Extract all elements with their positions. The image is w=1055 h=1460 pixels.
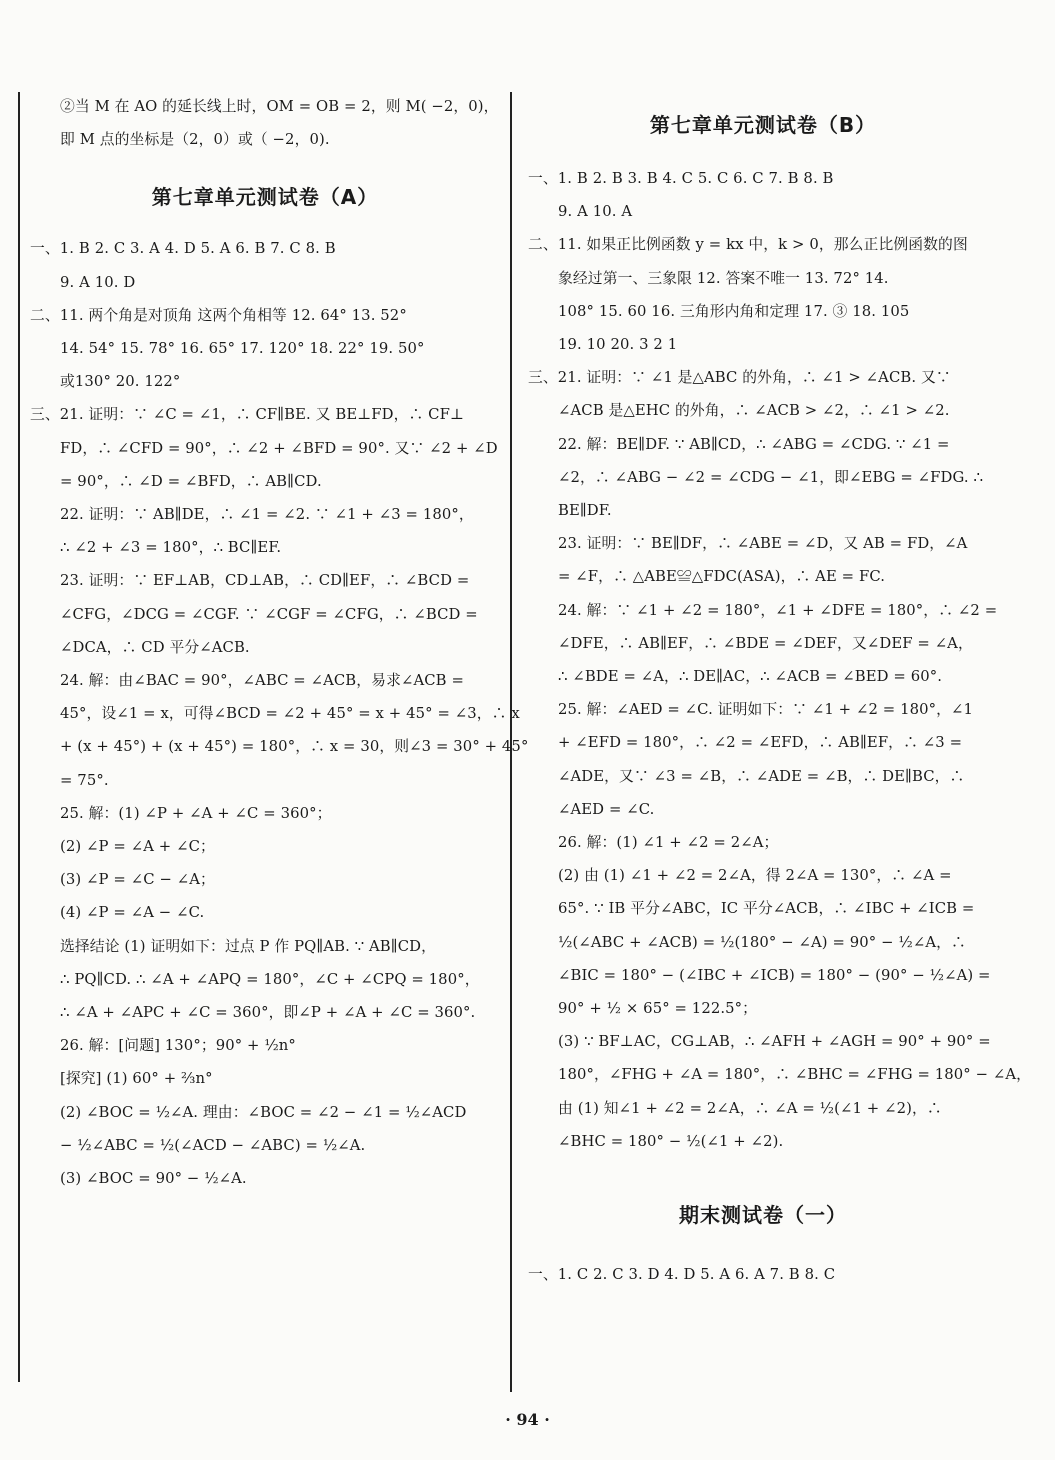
answer-line: ∠BHC = 180° − ½(∠1 + ∠2). [558,1132,784,1150]
page-number: · 94 · [505,1410,550,1429]
answer-line: 14. 54° 15. 78° 16. 65° 17. 120° 18. 22° 19. 50° [60,340,425,358]
answer-line: ∠DFE，∴ AB∥EF，∴ ∠BDE = ∠DEF，又∠DEF = ∠A， [558,634,973,652]
answer-line: FD，∴ ∠CFD = 90°，∴ ∠2 + ∠BFD = 90°. 又∵ ∠2 + ∠D [60,439,498,457]
answer-line: 19. 10 20. 3 2 1 [558,336,678,354]
answer-line: 65°. ∵ IB 平分∠ABC，IC 平分∠ACB，∴ ∠IBC + ∠ICB = [558,900,975,918]
answer-line: 象经过第一、三象限 12. 答案不唯一 13. 72° 14. [558,269,889,287]
answer-line: 90° + ½ × 65° = 122.5°； [558,1000,758,1018]
answer-line: ∴ ∠BDE = ∠A，∴ DE∥AC，∴ ∠ACB = ∠BED = 60°. [558,668,943,686]
answer-line: 23. 证明：∵ EF⊥AB，CD⊥AB，∴ CD∥EF，∴ ∠BCD = [60,572,470,590]
intro-line: ②当 M 在 AO 的延长线上时，OM = OB = 2，则 M( −2，0)， [60,98,499,115]
answer-line: = 90°，∴ ∠D = ∠BFD，∴ AB∥CD. [60,472,322,490]
right-column [528,90,1032,1291]
answer-line: 25. 解：∠AED = ∠C. 证明如下：∵ ∠1 + ∠2 = 180°，∠1 [558,701,974,719]
answer-line: ∠ADE，又∵ ∠3 = ∠B，∴ ∠ADE = ∠B，∴ DE∥BC，∴ [558,767,965,785]
answer-line: 24. 解：∵ ∠1 + ∠2 = 180°，∠1 + ∠DFE = 180°，∴ ∠2 = [558,601,998,619]
answer-line: (3) ∠BOC = 90° − ½∠A. [60,1170,247,1188]
answer-line: 或130° 20. 122° [60,373,181,391]
answer-line: 26. 解：(1) ∠1 + ∠2 = 2∠A； [558,834,779,852]
answer-line: (2) ∠BOC = ½∠A. 理由：∠BOC = ∠2 − ∠1 = ½∠ACD [60,1103,467,1121]
answer-line: 三、21. 证明：∵ ∠1 是△ABC 的外角，∴ ∠1 > ∠ACB. 又∵ [528,369,951,387]
answer-line: ∠2，∴ ∠ABG − ∠2 = ∠CDG − ∠1，即∠EBG = ∠FDG. ∴ [558,468,984,486]
answer-line: 选择结论 (1) 证明如下：过点 P 作 PQ∥AB. ∵ AB∥CD， [60,937,436,955]
answer-line: = ∠F，∴ △ABE≌△FDC(ASA)，∴ AE = FC. [558,568,886,586]
answer-line: − ½∠ABC = ½(∠ACD − ∠ABC) = ½∠A. [60,1136,366,1154]
answer-line: ∠AED = ∠C. [558,800,655,818]
answer-line: ∠BIC = 180° − (∠IBC + ∠ICB) = 180° − (90° − ½∠A) = [558,966,991,984]
answer-line: 二、11. 如果正比例函数 y = kx 中，k > 0，那么正比例函数的图 [528,236,968,254]
answer-line: 一、1. C 2. C 3. D 4. D 5. A 6. A 7. B 8. C [528,1266,836,1284]
answer-line: (3) ∠P = ∠C − ∠A； [60,871,215,889]
intro-line: 即 M 点的坐标是（2，0）或（ −2，0). [60,131,330,149]
answer-line: (3) ∵ BF⊥AC，CG⊥AB，∴ ∠AFH + ∠AGH = 90° + 90° = [558,1033,991,1051]
answer-line: 9. A 10. A [558,203,633,221]
answer-line: = 75°. [60,771,109,789]
left-margin-rule [18,92,20,1382]
answer-line: 由 (1) 知∠1 + ∠2 = 2∠A，∴ ∠A = ½(∠1 + ∠2)，∴ [558,1099,942,1117]
answer-line: ∴ ∠2 + ∠3 = 180°，∴ BC∥EF. [60,539,282,557]
answer-line: 22. 解：BE∥DF. ∵ AB∥CD，∴ ∠ABG = ∠CDG. ∵ ∠1 = [558,435,950,453]
left-column [30,90,529,1195]
answer-line: 26. 解：[问题] 130°；90° + ½n° [60,1037,296,1055]
answer-line: 108° 15. 60 16. 三角形内角和定理 17. ③ 18. 105 [558,302,910,320]
answer-line: + ∠EFD = 180°，∴ ∠2 = ∠EFD，∴ AB∥EF，∴ ∠3 = [558,734,963,752]
answer-line: 180°，∠FHG + ∠A = 180°，∴ ∠BHC = ∠FHG = 180° − ∠A， [558,1066,1032,1084]
answer-line: ∠DCA，∴ CD 平分∠ACB. [60,638,250,656]
answer-line: 9. A 10. D [60,273,136,291]
answer-line: + (x + 45°) + (x + 45°) = 180°，∴ x = 30，则∠3 = 30° + 45° [60,738,529,756]
answer-line: [探究] (1) 60° + ⅔n° [60,1070,213,1088]
section-title-b: 第七章单元测试卷（B） [649,113,877,137]
answer-line: 22. 证明：∵ AB∥DE，∴ ∠1 = ∠2. ∵ ∠1 + ∠3 = 180°， [60,506,474,524]
answer-line: ∠CFG，∠DCG = ∠CGF. ∵ ∠CGF = ∠CFG，∴ ∠BCD = [60,605,478,623]
answer-line: 25. 解：(1) ∠P + ∠A + ∠C = 360°； [60,804,332,822]
answer-line: BE∥DF. [558,502,612,520]
answer-line: 一、1. B 2. C 3. A 4. D 5. A 6. B 7. C 8. B [30,240,336,258]
answer-line: 23. 证明：∵ BE∥DF，∴ ∠ABE = ∠D，又 AB = FD，∠A [558,535,968,553]
answer-line: ½(∠ABC + ∠ACB) = ½(180° − ∠A) = 90° − ½∠A，∴ [558,933,966,951]
answer-line: ∠ACB 是△EHC 的外角，∴ ∠ACB > ∠2，∴ ∠1 > ∠2. [558,402,950,420]
answer-line: 一、1. B 2. B 3. B 4. C 5. C 6. C 7. B 8. B [528,170,834,187]
answer-line: 45°，设∠1 = x，可得∠BCD = ∠2 + 45° = x + 45° = ∠3，∴ x [60,705,520,723]
section-title-a: 第七章单元测试卷（A） [151,185,379,210]
answer-line: 二、11. 两个角是对顶角 这两个角相等 12. 64° 13. 52° [30,306,407,324]
section-title-final-exam: 期末测试卷（一） [679,1203,847,1228]
answer-line: ∴ ∠A + ∠APC + ∠C = 360°，即∠P + ∠A + ∠C = 360°. [60,1004,476,1022]
answer-line: (4) ∠P = ∠A − ∠C. [60,904,205,922]
answer-line: (2) 由 (1) ∠1 + ∠2 = 2∠A，得 2∠A = 130°，∴ ∠A = [558,867,952,885]
answer-line: (2) ∠P = ∠A + ∠C； [60,838,215,856]
answer-line: 三、21. 证明：∵ ∠C = ∠1，∴ CF∥BE. 又 BE⊥FD，∴ CF⊥ [30,406,464,424]
answer-line: ∴ PQ∥CD. ∴ ∠A + ∠APQ = 180°，∠C + ∠CPQ = 180°， [60,970,480,988]
answer-line: 24. 解：由∠BAC = 90°，∠ABC = ∠ACB，易求∠ACB = [60,672,464,690]
